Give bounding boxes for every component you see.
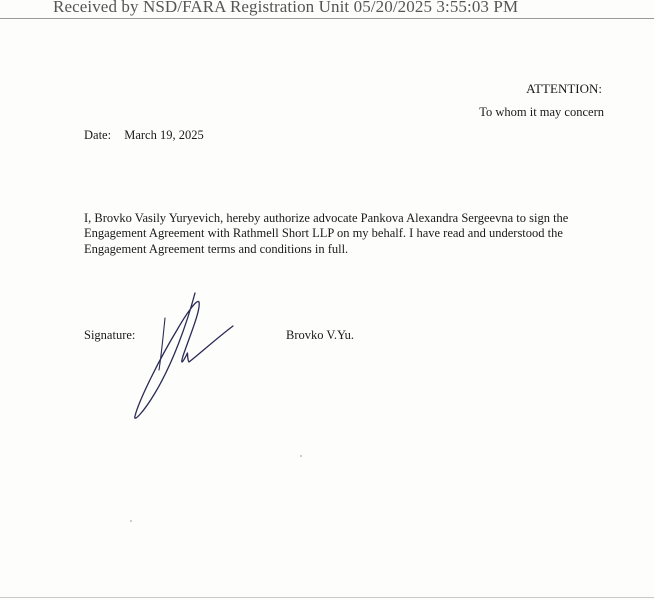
registration-stamp-bar — [0, 0, 654, 19]
date-value: March 19, 2025 — [124, 128, 204, 142]
signature-label: Signature: — [84, 328, 136, 342]
authorization-paragraph: I, Brovko Vasily Yuryevich, hereby authorize advocate Pankova Alexandra Sergeevna to sign the Engagement Agreement with Rathmell Short LLP on my behalf. I have read and understood the Engagement Agreement terms and conditions in full. — [84, 210, 569, 256]
signatory-name: Brovko V.Yu. — [286, 328, 354, 342]
handwritten-signature-icon — [125, 288, 245, 428]
date-line — [84, 128, 204, 143]
attention-heading: ATTENTION: — [526, 81, 602, 96]
scan-speck — [130, 520, 132, 522]
scan-speck — [300, 455, 302, 457]
date-label: Date: — [84, 128, 112, 142]
bottom-edge — [0, 597, 654, 598]
addressee-line: To whom it may concern — [479, 105, 604, 119]
registration-stamp: Received by NSD/FARA Registration Unit 05/20/2025 3:55:03 PM — [53, 0, 519, 16]
